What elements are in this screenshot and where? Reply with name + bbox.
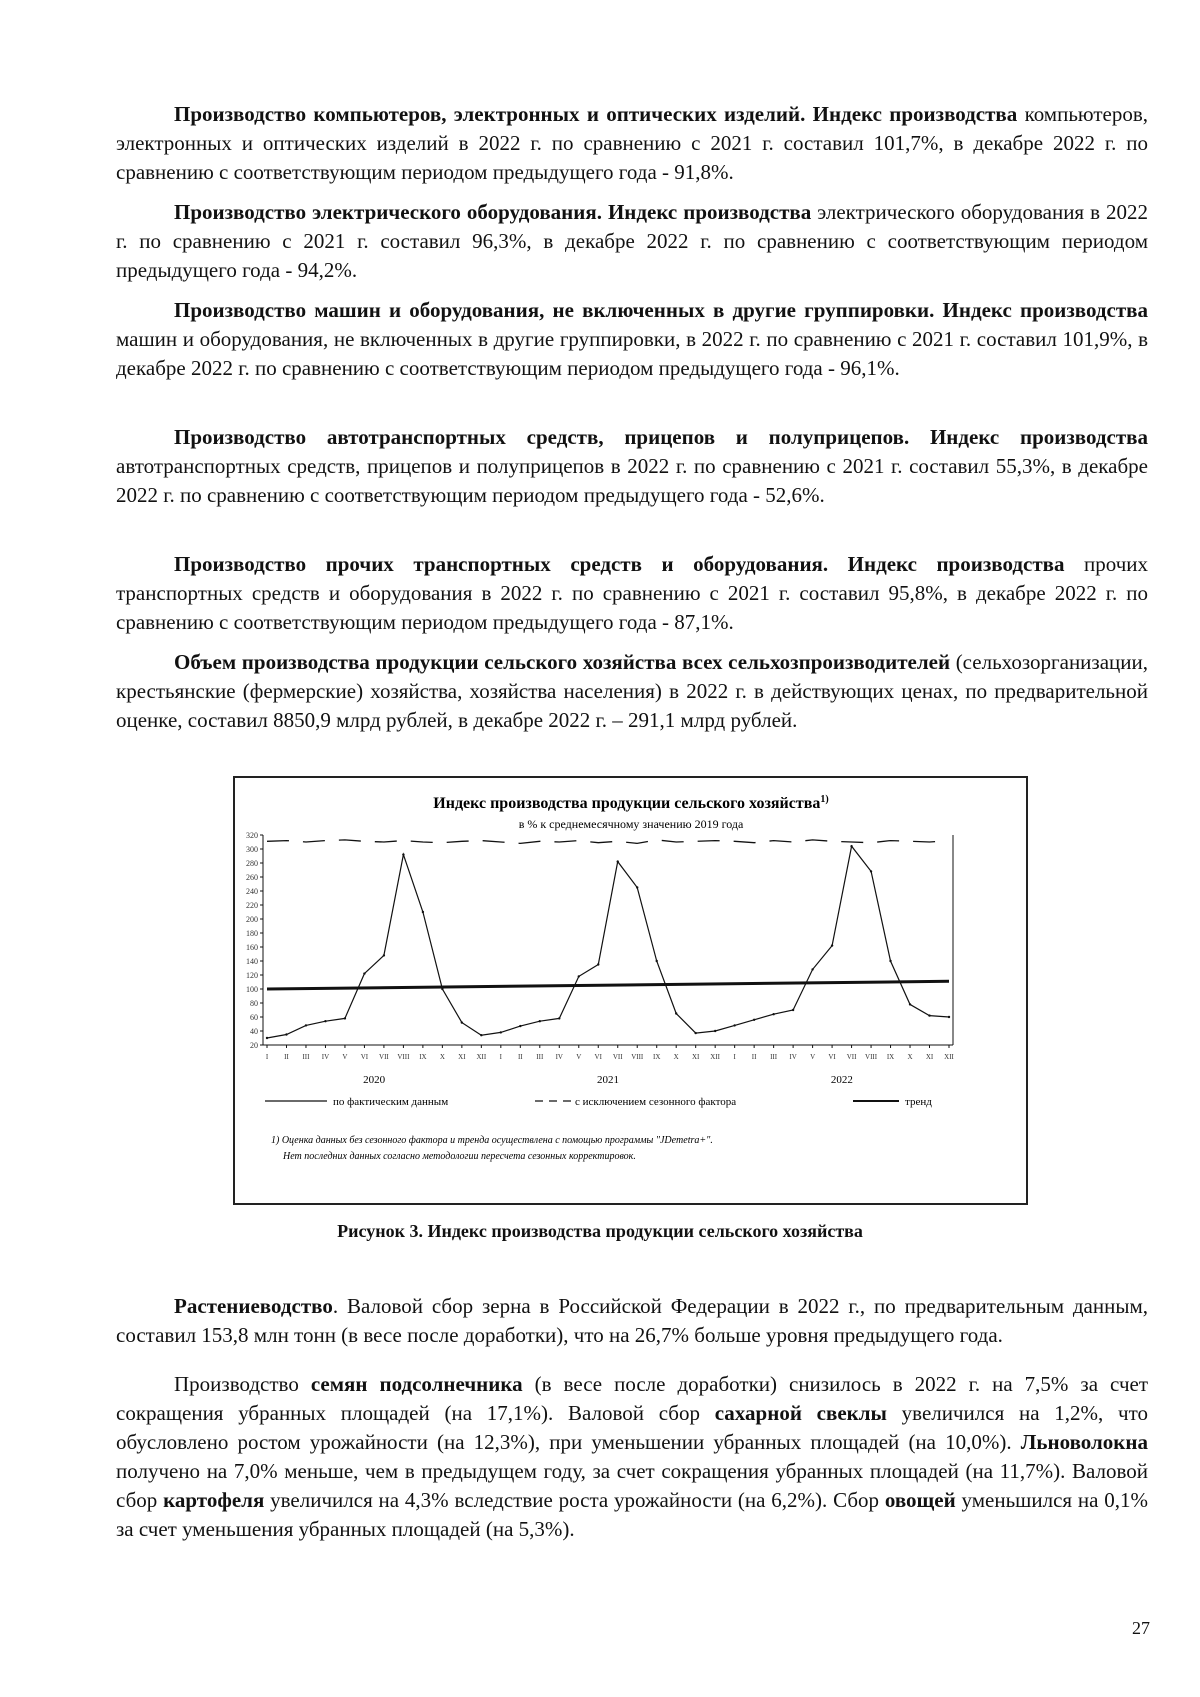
data-point [500,1031,502,1033]
data-point [539,1020,541,1022]
paragraph-computers [116,100,1148,187]
series-line [267,981,949,989]
crop-potato: картофеля [163,1488,265,1512]
x-year-label: 2021 [597,1074,619,1086]
data-point [792,1009,794,1011]
paragraph-text: автотранспортных средств, прицепов и полуприцепов в 2022 г. по сравнению с 2021 г. составил 55,3%, в декабре 2022 г. по сравнению с соответствующим периодом предыдущего года - 52,6%. [116,454,1148,507]
y-tick-label: 180 [246,929,258,938]
data-point [733,1024,735,1026]
y-tick-label: 320 [246,831,258,840]
x-tick-label: I [499,1053,503,1061]
paragraph-text: увеличился на 4,3% вследствие роста урожайности (на 6,2%). Сбор [264,1488,885,1512]
paragraph-text: (сельхозорганизации, крестьянские (фермерские) хозяйства, хозяйства населения) в 2022 г. в действующих ценах, по предварительной оценке, составил 8850,9 млрд рублей, в декабре 2022 г. – 291,1 млрд рублей. [116,650,1149,732]
x-tick-label: VI [594,1053,602,1061]
y-ticks [246,831,263,1050]
data-point [948,1016,950,1018]
paragraph-text: увеличился на 1,2%, что обусловлено ростом урожайности (на 12,3%), при уменьшении убранных площадей (на 10,0%). [116,1401,1148,1454]
x-tick-label: III [302,1053,310,1061]
series-0 [266,845,950,1039]
x-tick-label: XI [691,1053,700,1061]
series-2 [267,981,949,989]
paragraph-text: машин и оборудования, не включенных в другие группировки, в 2022 г. по сравнению с 2021 г. составил 101,9%, в декабре 2022 г. по сравнению с соответствующим периодом предыдущего года - 96,1%. [116,327,1148,380]
chart-footnote-line2: Нет последних данных согласно методологии пересчета сезонных корректировок. [283,1151,636,1162]
y-tick-label: 160 [246,943,258,952]
y-tick-label: 260 [246,873,258,882]
data-point [578,975,580,977]
paragraph-text: получено на 7,0% меньше, чем в предыдущем году, за счет сокращения убранных площадей (на 11,7%). Валовой сбор [116,1459,1148,1512]
y-tick-label: 280 [246,859,258,868]
chart-title-text: Индекс производства продукции сельского хозяйства [433,795,821,812]
x-ticks [266,1045,955,1086]
data-point [850,845,852,847]
paragraph-machinery [116,296,1148,383]
data-point [285,1033,287,1035]
data-point [344,1017,346,1019]
crop-sunflower: семян подсолнечника [310,1372,523,1396]
data-point [772,1013,774,1015]
data-point [753,1019,755,1021]
x-tick-label: I [733,1053,736,1061]
data-point [636,886,638,888]
x-tick-label: V [576,1053,582,1061]
x-tick-label: IV [789,1053,797,1061]
x-tick-label: IX [419,1053,427,1061]
paragraph-text: Производство [174,1372,311,1396]
paragraph-heading: Производство автотранспортных средств, прицепов и полуприцепов. Индекс производства [174,425,1148,449]
x-tick-label: VI [828,1053,836,1061]
data-point [324,1020,326,1022]
paragraph-heading: Растениеводство [174,1294,333,1318]
x-tick-label: VI [360,1053,369,1061]
series-1 [267,840,949,844]
x-tick-label: XII [476,1053,487,1061]
chart-subtitle: в % к среднемесячному значению 2019 года [518,817,744,831]
data-point [656,960,658,962]
x-tick-label: V [810,1053,816,1061]
paragraph-text: . Валовой сбор зерна в Российской Федерации в 2022 г., по предварительным данным, составил 153,8 млн тонн (в весе после доработки), что на 26,7% больше уровня предыдущего года. [116,1294,1148,1347]
crop-sugar-beet: сахарной свеклы [714,1401,887,1425]
y-tick-label: 20 [250,1041,258,1050]
y-tick-label: 40 [250,1027,258,1036]
legend-label-seasonal: с исключением сезонного фактора [575,1096,737,1108]
x-tick-label: II [517,1053,523,1061]
data-point [675,1012,677,1014]
x-tick-label: XII [710,1053,721,1061]
series-line [267,846,949,1038]
y-tick-label: 80 [250,999,258,1008]
paragraph-motor-vehicles [116,423,1148,510]
data-point [383,954,385,956]
series-layer [266,840,950,1039]
data-point [558,1017,560,1019]
legend-label-actual: по фактическим данным [333,1096,449,1108]
paragraph-crops-detail [116,1370,1148,1544]
data-point [889,960,891,962]
crop-flax-fiber: Льноволокна [1020,1430,1148,1454]
x-year-label: 2022 [830,1074,853,1086]
data-point [597,963,599,965]
data-point [694,1032,696,1034]
paragraph-text: электрического оборудования в 2022 г. по сравнению с 2021 г. составил 96,3%, в декабре 2022 г. по сравнению с соответствующим периодом предыдущего года - 94,2%. [116,200,1148,282]
x-tick-label: XI [925,1053,934,1061]
x-tick-label: XI [458,1053,466,1061]
x-tick-label: IX [886,1053,895,1061]
page-number: 27 [1132,1618,1150,1638]
chart-footnote-line1: 1) Оценка данных без сезонного фактора и тренда осуществлена с помощью программы "JDemetra+". [271,1135,713,1146]
x-tick-label: II [284,1053,289,1061]
y-tick-label: 140 [246,957,258,966]
x-tick-label: II [751,1053,757,1061]
data-point [870,870,872,872]
chart-title-footnote-mark: 1) [820,794,829,805]
paragraph-electrical [116,198,1148,285]
figure-caption: Рисунок 3. Индекс производства продукции сельского хозяйства [337,1221,863,1241]
x-tick-label: XII [944,1053,954,1061]
x-tick-label: IV [321,1053,330,1061]
data-point [831,944,833,946]
x-tick-label: VII [846,1053,857,1061]
x-tick-label: X [673,1053,679,1061]
y-tick-label: 240 [246,887,258,896]
plot-area [263,835,953,1045]
paragraph-heading: Производство машин и оборудования, не включенных в другие группировки. Индекс производства [174,298,1148,322]
x-tick-label: V [342,1053,348,1061]
x-tick-label: III [536,1053,544,1061]
data-point [363,972,365,974]
x-tick-label: X [907,1053,913,1061]
x-year-label: 2020 [363,1074,386,1086]
paragraph-heading: Производство прочих транспортных средств и оборудования. Индекс производства [174,552,1065,576]
y-tick-label: 300 [246,845,258,854]
chart-legend [265,1096,932,1108]
data-point [714,1030,716,1032]
paragraph-heading: Объем производства продукции сельского хозяйства всех сельхозпроизводителей [174,650,951,674]
x-tick-label: VIII [397,1053,410,1061]
data-point [928,1014,930,1016]
data-point [519,1025,521,1027]
x-tick-label: VII [379,1053,389,1061]
paragraph-crop-production [116,1292,1148,1350]
paragraph-text: прочих транспортных средств и оборудования в 2022 г. по сравнению с 2021 г. составил 95,8%, в декабре 2022 г. по сравнению с соответствующим периодом предыдущего года - 87,1%. [116,552,1148,634]
data-point [909,1003,911,1005]
paragraph-text: (в весе после доработки) снизилось в 2022 г. на 7,5% за счет сокращения убранных площадей (на 17,1%). Валовой сбор [116,1372,1148,1425]
data-point [422,911,424,913]
series-line [267,840,949,844]
x-tick-label: IV [555,1053,563,1061]
agriculture-index-chart [233,776,1028,1205]
y-tick-label: 220 [246,901,258,910]
x-tick-label: VII [612,1053,623,1061]
y-tick-label: 200 [246,915,258,924]
data-point [617,860,619,862]
x-tick-label: III [770,1053,778,1061]
legend-label-trend: тренд [905,1096,932,1108]
data-point [305,1024,307,1026]
paragraph-heading: Производство электрического оборудования. Индекс производства [174,200,812,224]
y-tick-label: 120 [246,971,258,980]
data-point [266,1037,268,1039]
chart-title [433,794,828,812]
crop-vegetables: овощей [884,1488,956,1512]
data-point [480,1034,482,1036]
data-point [402,853,404,855]
y-tick-label: 60 [250,1013,258,1022]
data-point [461,1021,463,1023]
paragraph-heading: Производство компьютеров, электронных и оптических изделий. Индекс производства [174,102,1018,126]
x-tick-label: I [265,1053,269,1061]
x-tick-label: X [439,1053,445,1061]
y-tick-label: 100 [246,985,258,994]
paragraph-text: компьютеров, электронных и оптических изделий в 2022 г. по сравнению с 2021 г. составил 101,7%, в декабре 2022 г. по сравнению с соответствующим периодом предыдущего года - 91,8%. [116,102,1148,184]
paragraph-other-transport [116,550,1148,637]
chart-svg [235,778,1026,1203]
paragraph-text: уменьшился на 0,1% за счет уменьшения убранных площадей (на 5,3%). [116,1488,1148,1541]
data-point [811,968,813,970]
x-tick-label: VIII [631,1053,644,1061]
paragraph-agriculture-volume [116,648,1148,735]
x-tick-label: VIII [865,1053,878,1061]
x-tick-label: IX [653,1053,661,1061]
